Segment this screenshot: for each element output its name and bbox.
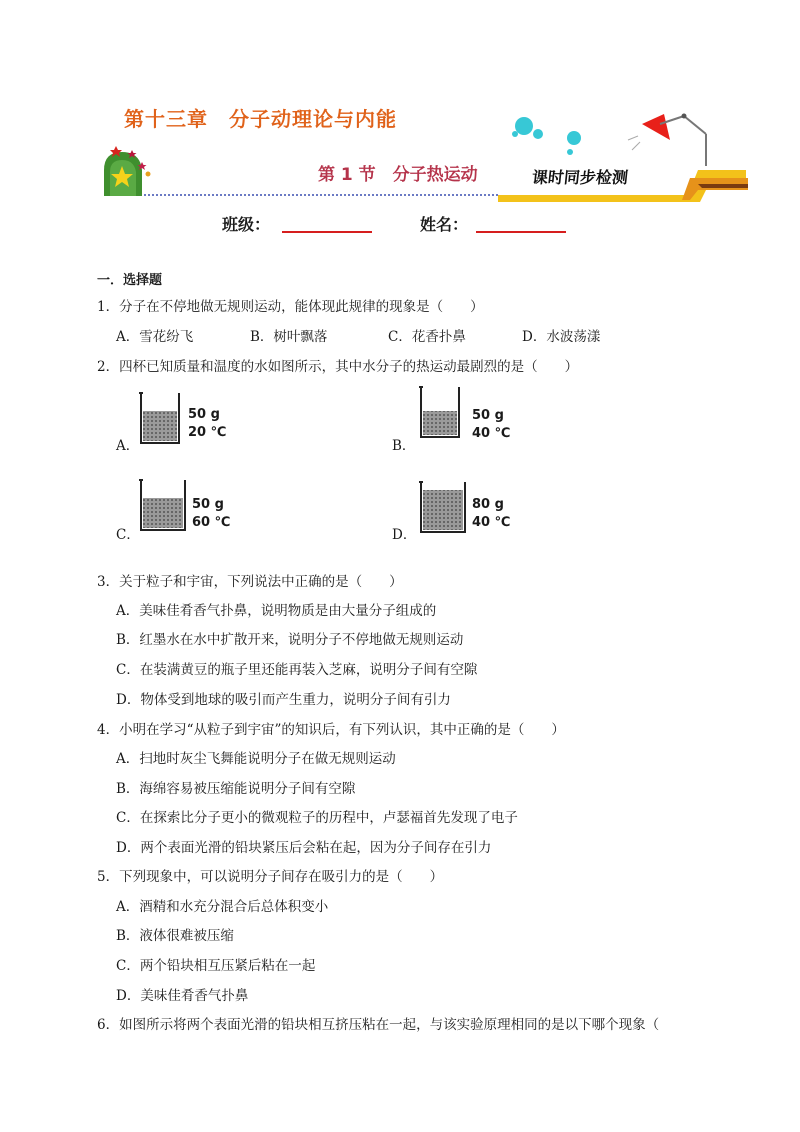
question-4-option-a[interactable]: A．扫地时灰尘飞舞能说明分子在做无规则运动 — [116, 751, 396, 767]
option-d[interactable]: D．水波荡漾 — [522, 329, 601, 345]
figure-d-mass: 80 g — [472, 497, 504, 512]
question-3-option-c[interactable]: C．在装满黄豆的瓶子里还能再装入芝麻，说明分子间有空隙 — [116, 662, 478, 678]
option-b[interactable]: B．树叶飘落 — [250, 329, 328, 345]
option-c[interactable]: C．花香扑鼻 — [388, 329, 466, 345]
question-4-option-c[interactable]: C．在探索比分子更小的微观粒子的历程中，卢瑟福首先发现了电子 — [116, 810, 518, 826]
beaker-d-icon — [418, 480, 468, 536]
header-decoration — [98, 110, 758, 202]
question-5-option-c[interactable]: C．两个铅块相互压紧后粘在一起 — [116, 958, 316, 974]
figure-d-temp: 40 ℃ — [472, 515, 511, 530]
question-6-stem: 6．如图所示将两个表面光滑的铅块相互挤压粘在一起，与该实验原理相同的是以下哪个现象（ — [97, 1017, 660, 1033]
star-hill-icon — [104, 146, 151, 196]
question-4-option-b[interactable]: B．海绵容易被压缩能说明分子间有空隙 — [116, 781, 356, 797]
option-a[interactable]: A．雪花纷飞 — [116, 329, 194, 345]
figure-c-letter[interactable]: C． — [116, 527, 140, 543]
question-5-option-d[interactable]: D．美味佳肴香气扑鼻 — [116, 988, 249, 1004]
banner-label: 课时同步检测 — [530, 168, 629, 187]
section-title: 第 1 节 分子热运动 — [318, 165, 478, 185]
question-5-option-b[interactable]: B．液体很难被压缩 — [116, 928, 234, 944]
beaker-a-icon — [138, 391, 182, 447]
question-3-option-a[interactable]: A．美味佳肴香气扑鼻，说明物质是由大量分子组成的 — [116, 603, 437, 619]
figure-d-letter[interactable]: D． — [392, 527, 417, 543]
beaker-b-icon — [418, 385, 462, 441]
bubbles-icon — [512, 117, 581, 155]
question-4-stem: 4．小明在学习“从粒子到宇宙”的知识后，有下列认识，其中正确的是（ ） — [97, 722, 565, 738]
question-2-stem: 2．四杯已知质量和温度的水如图所示，其中水分子的热运动最剧烈的是（ ） — [97, 359, 579, 375]
beaker-c-icon — [138, 478, 188, 534]
name-blank[interactable] — [476, 231, 566, 233]
question-3-option-d[interactable]: D．物体受到地球的吸引而产生重力，说明分子间有引力 — [116, 692, 451, 708]
figure-a-letter[interactable]: A． — [116, 438, 140, 454]
section-heading: 一．选择题 — [97, 273, 163, 288]
figure-c-mass: 50 g — [192, 497, 224, 512]
figure-a-mass: 50 g — [188, 407, 220, 422]
question-1-stem: 1．分子在不停地做无规则运动，能体现此规律的现象是（ ） — [97, 299, 484, 315]
figure-b-mass: 50 g — [472, 408, 504, 423]
name-label: 姓名： — [420, 215, 469, 234]
question-3-option-b[interactable]: B．红墨水在水中扩散开来，说明分子不停地做无规则运动 — [116, 632, 464, 648]
class-blank[interactable] — [282, 231, 372, 233]
question-4-option-d[interactable]: D．两个表面光滑的铅块紧压后会粘在起，因为分子间存在引力 — [116, 840, 492, 856]
figure-b-letter[interactable]: B． — [392, 438, 416, 454]
question-3-stem: 3．关于粒子和宇宙，下列说法中正确的是（ ） — [97, 574, 403, 590]
class-label: 班级： — [222, 215, 271, 234]
question-1-options — [116, 325, 600, 345]
question-5-option-a[interactable]: A．酒精和水充分混合后总体积变小 — [116, 899, 329, 915]
desk-lamp-icon — [628, 114, 706, 167]
figure-a-temp: 20 ℃ — [188, 425, 227, 440]
figure-b-temp: 40 ℃ — [472, 426, 511, 441]
question-5-stem: 5．下列现象中，可以说明分子间存在吸引力的是（ ） — [97, 869, 444, 885]
figure-c-temp: 60 ℃ — [192, 515, 231, 530]
chapter-title: 第十三章 分子动理论与内能 — [124, 107, 397, 131]
